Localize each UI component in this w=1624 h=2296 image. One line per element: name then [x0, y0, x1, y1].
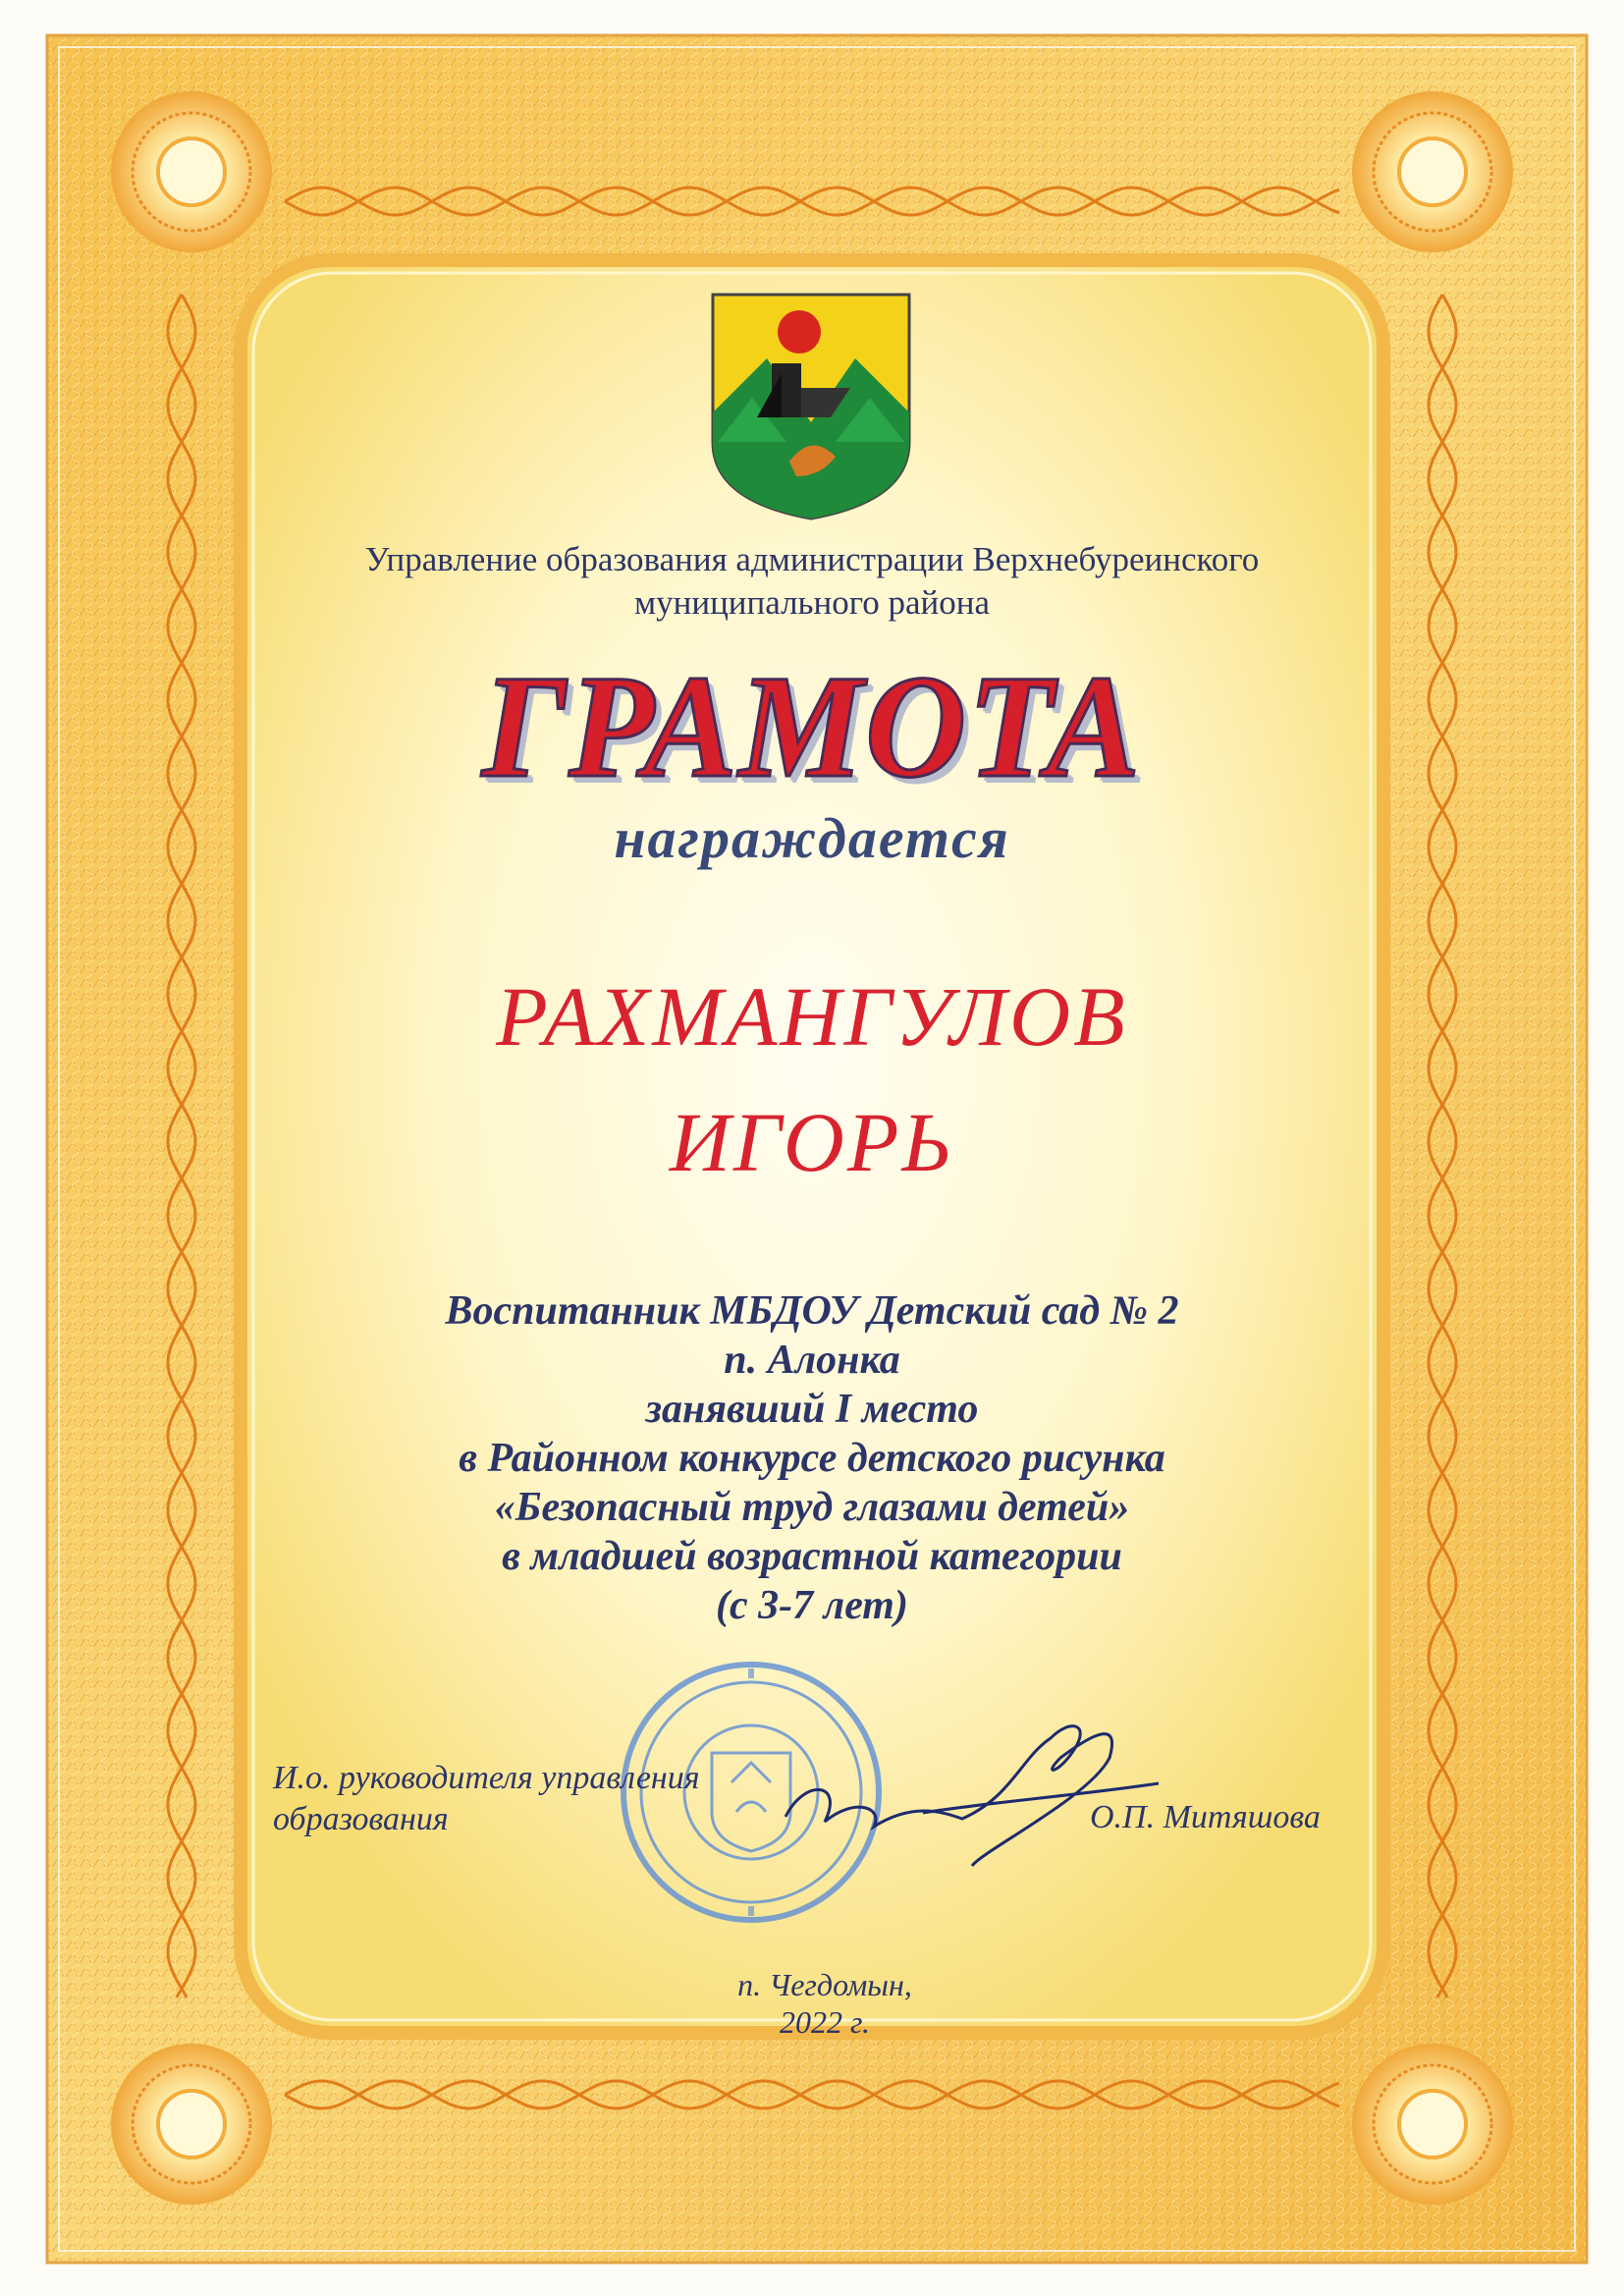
recipient-surname: РАХМАНГУЛОВ	[496, 969, 1128, 1064]
place-and-date	[687, 1966, 962, 2041]
award-line-2: п. Алонка	[724, 1338, 900, 1383]
award-line-1: Воспитанник МБДОУ Детский сад № 2	[445, 1288, 1179, 1334]
signer-title-line-1: И.о. руководителя управления	[273, 1760, 700, 1796]
award-line-3: занявший I место	[645, 1387, 979, 1432]
recipient-first-name: ИГОРЬ	[669, 1095, 955, 1189]
signer-title	[273, 1758, 784, 1840]
signer-name: О.П. Митяшова	[1090, 1799, 1321, 1835]
coat-of-arms-emblem	[713, 295, 909, 519]
signer-title-line-2: образования	[273, 1801, 449, 1837]
award-line-7: (с 3-7 лет)	[716, 1583, 908, 1628]
award-line-6: в младшей возрастной категории	[502, 1534, 1122, 1579]
organization-line-1: Управление образования администрации Верхнебуреинского	[364, 540, 1260, 578]
award-line-5: «Безопасный труд глазами детей»	[494, 1485, 1130, 1530]
organization-line-2: муниципального района	[633, 583, 991, 622]
awarded-label: награждается	[614, 806, 1010, 870]
place: п. Чегдомын,	[737, 1967, 912, 2002]
award-details	[0, 1286, 1624, 1630]
year: 2022 г.	[779, 2004, 871, 2040]
award-line-4: в Районном конкурсе детского рисунка	[459, 1436, 1165, 1481]
certificate-title: ГРАМОТА	[482, 645, 1142, 808]
organization-name	[0, 538, 1624, 625]
